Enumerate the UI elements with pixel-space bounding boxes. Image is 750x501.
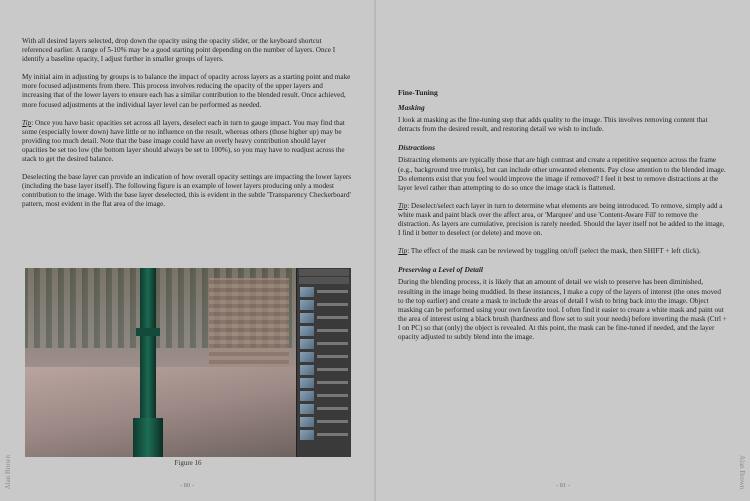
tip-label: Tip [22,118,32,127]
layer-row [300,351,348,362]
tip-text: : The effect of the mask can be reviewed by toggling on/off (select the mask, then SHIFT + left click). [407,247,701,256]
detail-heading: Preserving a Level of Detail [398,265,483,275]
distractions-paragraph: Distracting elements are typically those that are high contrast and create a repetitive sequence across the frame (e.g., background tree trunks), but can include other unwanted elements. Pay close attention to the blended image. Do elements exist that you feel would improve the image if removed? I feel it best to remove distractions at the layer level rather than attempting to do so once the image stack is flattened. [398,156,726,192]
section-title: Fine-Tuning [398,88,438,97]
layer-row [300,338,348,349]
lamp-post-ring [136,328,160,336]
layer-name-bar [317,342,348,345]
left-page-text [22,37,352,219]
tip-text: : Once you have basic opacities set across all layers, deselect each in turn to gauge impact. You may find that some (especially lower down) have little or no influence on the result, whereas others (those higher up) may be providing too much detail. Note that the base image could have an overly heavy contribution should layer opacities be set too low (the bottom layer should always be set to 100%), so you may have to readjust across the stack to get the desired balance. [22,118,345,164]
layer-row [300,416,348,427]
layer-name-bar [317,394,348,397]
page-number: - 80 - [179,482,195,489]
lamp-post-base [133,418,163,457]
panel-header-bar [299,269,349,276]
layer-row [300,299,348,310]
layer-thumbnail [300,326,314,336]
layer-thumbnail [300,365,314,375]
right-page [376,0,750,501]
layer-thumbnail [300,404,314,414]
author-side-label: Alan Brown [738,454,746,489]
layer-row [300,403,348,414]
layer-thumbnail [300,378,314,388]
layers-panel [296,268,351,457]
layer-thumbnail [300,313,314,323]
layer-row [300,312,348,323]
figure-caption: Figure 16 [174,459,202,467]
layer-row [300,429,348,440]
tip-text: : Deselect/select each layer in turn to determine what elements are being introduced. To remove, simply add a white mask and paint black over the affect area, or 'Marquee' and use 'Content-Aware Fill' to remove the distraction. As layers are cumulative, precision is rarely needed. Should the layer itself not be added to the image, I find it better to deselect (or delete) and move on. [398,201,725,238]
tip-paragraph [22,119,352,164]
layer-thumbnail [300,430,314,440]
layer-row [300,390,348,401]
paragraph-group-adjust: My initial aim in adjusting by groups is to balance the impact of opacity across layers as a starting point and make more focused adjustments from there. This process involves reducing the opacity of the upper layers and increasing that of the lower layers to ensure each has a similar contribution to the blended result. Once achieved, more focused adjustments at the individual layer level can be performed as needed. [22,73,351,109]
detail-paragraph: During the blending process, it is likely that an amount of detail we wish to preserve has been diminished, resulting in the image being muddied. In these instances, I make a copy of the layers of interest (the ones moved to the top earlier) and create a mask to include the areas of detail I wish to bring back into the image. Object masking can be performed using your own favorite tool. I often find it easier to create a white mask and paint out the area of interest using a black brush (hardness and flow set to suit your needs) before inverting the mask (Ctrl + I on PC) so that (only) the object is revealed. At this point, the mask can be fine-tuned if needed, and the layer opacity adjusted to subtly blend into the image. [398,278,727,341]
layer-name-bar [317,433,348,436]
panel-options-bar [299,277,349,284]
tip-paragraph-2 [398,247,728,256]
layer-row [300,325,348,336]
layer-thumbnail [300,352,314,362]
layer-name-bar [317,290,348,293]
figure-16-image [25,268,351,457]
layer-name-bar [317,368,348,371]
layer-name-bar [317,329,348,332]
masking-heading: Masking [398,103,425,113]
page-number: - 81 - [555,482,571,489]
paragraph-opacity-slider: With all desired layers selected, drop down the opacity using the opacity slider, or the keyboard shortcut referenced earlier. A range of 5-10% may be a good starting point depending on the number of layers. Once I identify a baseline opacity, I adjust further in smaller groups of layers. [22,37,336,64]
layer-row [300,377,348,388]
distractions-heading: Distractions [398,143,435,153]
layer-thumbnail [300,300,314,310]
paragraph-base-layer: Deselecting the base layer can provide an indication of how overall opacity settings are impacting the lower layers (including the base layer itself). The following figure is an example of lower layers producing only a modest contribution to the image. With the base layer deselected, this is evident in the subtle 'Transparency Checkerboard' pattern, most evident in the flat area of the image. [22,173,352,209]
tip-label: Tip [398,201,408,210]
author-side-label: Alan Brown [4,454,12,489]
layer-thumbnail [300,287,314,297]
tip-label: Tip [398,247,408,256]
layer-row [300,364,348,375]
layer-thumbnail [300,339,314,349]
layer-thumbnail [300,391,314,401]
layer-name-bar [317,355,348,358]
layer-name-bar [317,316,348,319]
layer-row [300,286,348,297]
layer-name-bar [317,303,348,306]
blended-street-photo [25,268,297,457]
tip-paragraph-1 [398,202,728,238]
layer-name-bar [317,420,348,423]
layer-thumbnail [300,417,314,427]
layer-name-bar [317,407,348,410]
layer-name-bar [317,381,348,384]
masking-paragraph: I look at masking as the fine-tuning step that adds quality to the image. This involves removing content that detracts from the desired result, and restoring detail we wish to include. [398,116,708,134]
right-page-text [398,88,728,351]
